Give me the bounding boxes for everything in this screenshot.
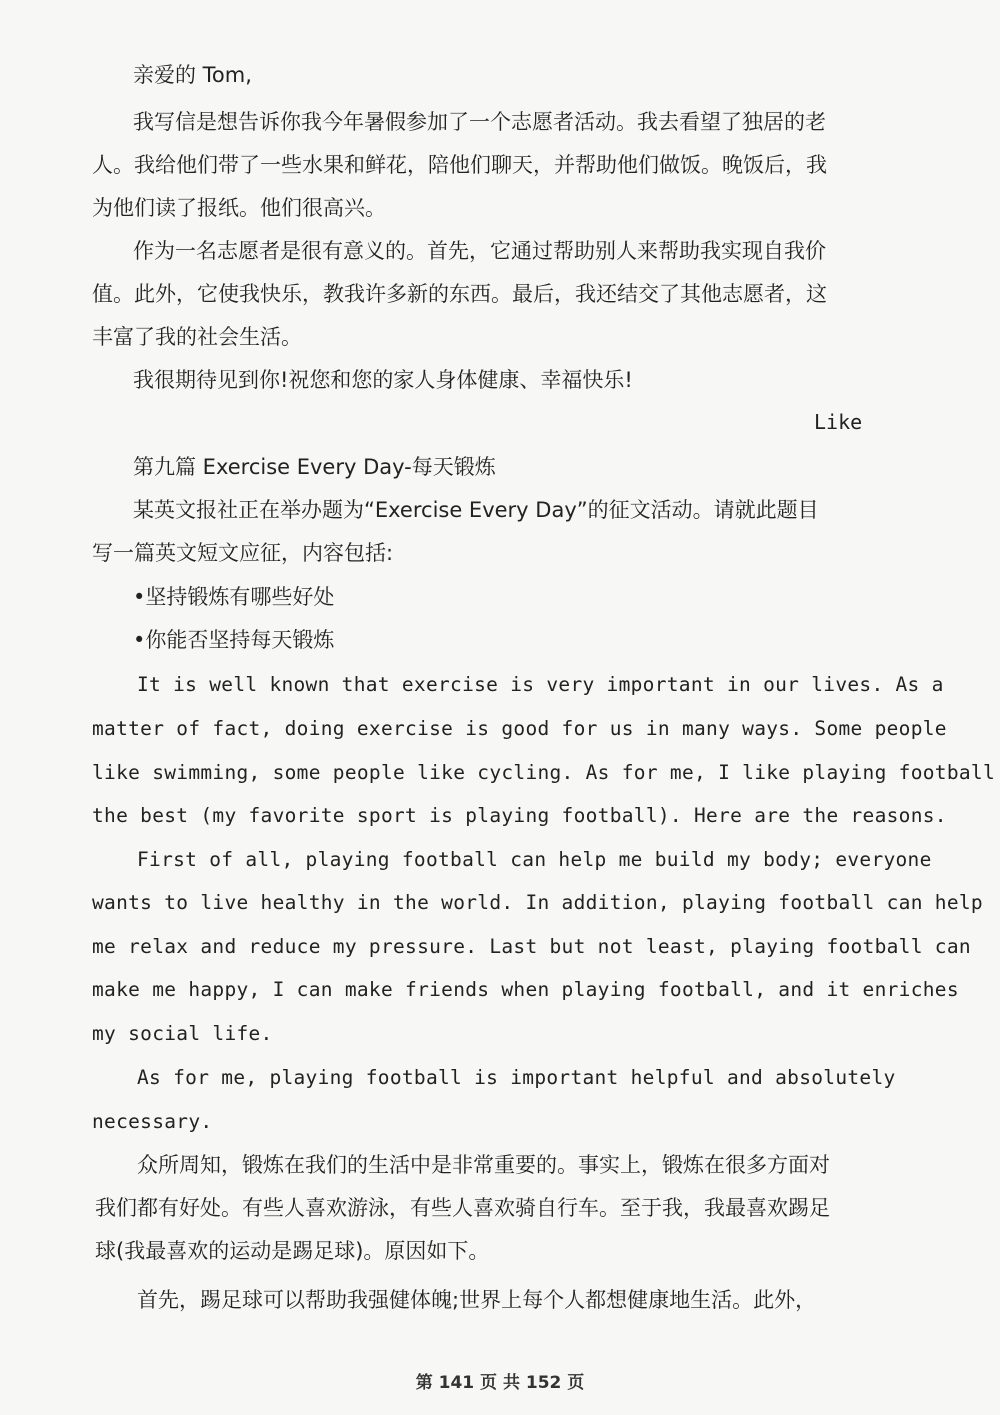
en-p2-line: me relax and reduce my pressure. Last but not least, playing football can <box>92 935 971 958</box>
en-p3-line: necessary. <box>92 1110 213 1133</box>
en-p1-line: like swimming, some people like cycling. As for me, I like playing football <box>92 761 995 784</box>
en-p2-line: make me happy, I can make friends when playing football, and it enriches <box>92 978 959 1001</box>
prompt-line: 某英文报社正在举办题为“Exercise Every Day”的征文活动。请就此题目 <box>133 498 819 522</box>
letter-p2-line: 值。此外，它使我快乐，教我许多新的东西。最后，我还结交了其他志愿者，这 <box>92 282 827 306</box>
zh-p1-line: 我们都有好处。有些人喜欢游泳，有些人喜欢骑自行车。至于我，我最喜欢踢足 <box>95 1196 830 1220</box>
zh-p2-line: 首先，踢足球可以帮助我强健体魄;世界上每个人都想健康地生活。此外， <box>137 1288 817 1312</box>
bullet-item: •你能否坚持每天锻炼 <box>133 628 335 652</box>
letter-greeting: 亲爱的 Tom, <box>133 63 252 87</box>
letter-p2-line: 丰富了我的社会生活。 <box>92 325 302 349</box>
en-p2-line: wants to live healthy in the world. In addition, playing football can help <box>92 891 983 914</box>
letter-p3: 我很期待见到你!祝您和您的家人身体健康、幸福快乐! <box>133 368 633 392</box>
en-p2-line: First of all, playing football can help me build my body; everyone <box>137 848 932 871</box>
en-p3-line: As for me, playing football is important helpful and absolutely <box>137 1066 896 1089</box>
en-p1-line: the best (my favorite sport is playing football). Here are the reasons. <box>92 804 947 827</box>
zh-p1-line: 球(我最喜欢的运动是踢足球)。原因如下。 <box>95 1239 490 1263</box>
en-p2-line: my social life. <box>92 1022 273 1045</box>
letter-signature: Like <box>814 410 863 434</box>
zh-p1-line: 众所周知，锻炼在我们的生活中是非常重要的。事实上，锻炼在很多方面对 <box>137 1153 830 1177</box>
en-p1-line: It is well known that exercise is very important in our lives. As a <box>137 673 944 696</box>
prompt-line: 写一篇英文短文应征，内容包括: <box>92 541 394 565</box>
en-p1-line: matter of fact, doing exercise is good for us in many ways. Some people <box>92 717 947 740</box>
letter-p2-line: 作为一名志愿者是很有意义的。首先，它通过帮助别人来帮助我实现自我价 <box>133 239 826 263</box>
bullet-item: •坚持锻炼有哪些好处 <box>133 585 335 609</box>
letter-p1-line: 我写信是想告诉你我今年暑假参加了一个志愿者活动。我去看望了独居的老 <box>133 110 826 134</box>
page-number-footer: 第 141 页 共 152 页 <box>415 1373 585 1393</box>
letter-p1-line: 人。我给他们带了一些水果和鲜花，陪他们聊天，并帮助他们做饭。晚饭后，我 <box>92 153 827 177</box>
letter-p1-line: 为他们读了报纸。他们很高兴。 <box>92 196 386 220</box>
article-title: 第九篇 Exercise Every Day-每天锻炼 <box>133 455 496 479</box>
